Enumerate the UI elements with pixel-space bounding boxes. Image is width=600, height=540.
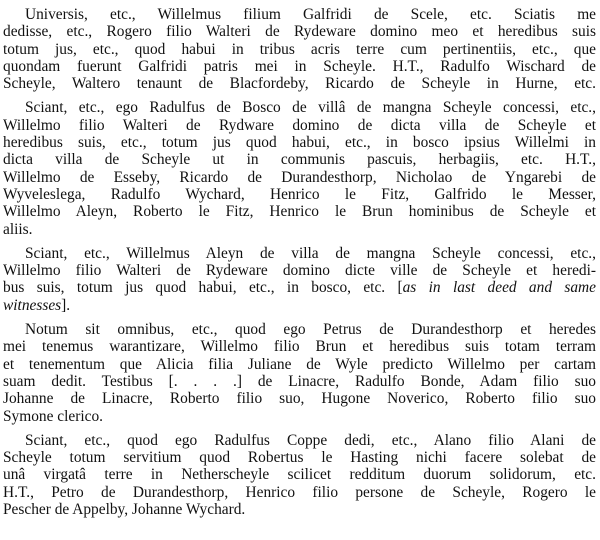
text-line: Sciant, etc., ego Radulfus de Bosco de villâ de mangna Scheyle concessi, etc.,: [25, 99, 596, 117]
text-segment: bus suis, totum jus quod habui, etc., in bosco, etc. [: [3, 279, 403, 297]
text-line: [3, 279, 596, 296]
editorial-note: witnesses: [3, 296, 62, 314]
text-line: totum jus, etc., quod habui in tribus acris terre cum pertinentiis, etc., que: [3, 40, 596, 58]
text-line: Universis, etc., Willelmus filium Galfridi de Scele, etc. Sciatis me: [25, 6, 596, 23]
text-line: Willelmo filio Walteri de Rydware domino de dicta villa de Scheyle et: [3, 116, 596, 134]
text-line: dicta villa de Scheyle ut in communis pascuis, herbagiis, etc. H.T.,: [3, 151, 596, 169]
text-line: heredibus suis, etc., totum jus quod habui, etc., in bosco ipsius Willelmi in: [3, 134, 596, 152]
text-line: Sciant, etc., Willelmus Aleyn de villa de mangna Scheyle concessi, etc.,: [25, 244, 596, 262]
text-line: Wyveleslega, Radulfo Wychard, Henrico le Fitz, Galfrido le Messer,: [3, 185, 596, 203]
deed-paragraph-4: [3, 321, 596, 425]
deed-paragraph-2: [3, 99, 596, 237]
text-line: mei tenemus warantizare, Willelmo filio Brun et heredibus suis totam terram: [3, 338, 596, 356]
deed-paragraph-5: [3, 432, 596, 518]
text-line: unâ virgatâ terre in Netherscheyle scilicet redditum duorum solidorum, etc.: [3, 466, 596, 484]
text-line: dedisse, etc., Rogero filio Walteri de Rydeware domino meo et heredibus suis: [3, 23, 596, 41]
text-line: Symone clerico.: [3, 407, 104, 425]
text-line: Scheyle totum servitium quod Robertus le Hasting nichi facere solebat de: [3, 449, 596, 467]
text-line: et tenementum que Alicia filia Juliane de Wyle predicto Willelmo per cartam: [3, 355, 596, 373]
text-line: quondam fuerunt Galfridi patris mei in Scheyle. H.T., Radulfo Wischard de: [3, 57, 596, 75]
text-line: Willelmo Aleyn, Roberto le Fitz, Henrico le Brun hominibus de Scheyle et: [3, 203, 596, 221]
text-line: aliis.: [3, 220, 33, 238]
text-line: suam dedit. Testibus [. . . .] de Linacre, Radulfo Bonde, Adam filio suo: [3, 372, 596, 390]
text-line: Willelmo de Esseby, Ricardo de Durandesthorp, Nicholao de Yngarebi de: [3, 168, 596, 186]
text-line: Scheyle, Waltero tenaunt de Blacfordeby, Ricardo de Scheyle in Hurne, etc.: [3, 75, 596, 93]
document-page: [3, 6, 596, 525]
editorial-note: as in last deed and same: [402, 279, 596, 297]
text-line: Willelmo filio Walteri de Rydeware domino dicte ville de Scheyle et heredi-: [3, 262, 596, 280]
text-line: Pescher de Appelby, Johanne Wychard.: [3, 501, 246, 519]
text-line: Sciant, etc., quod ego Radulfus Coppe dedi, etc., Alano filio Alani de: [25, 431, 596, 449]
text-line: Notum sit omnibus, etc., quod ego Petrus de Durandesthorp et heredes: [25, 321, 596, 339]
text-line: H.T., Petro de Durandesthorp, Henrico filio persone de Scheyle, Rogero le: [3, 483, 596, 501]
text-segment: ].: [61, 296, 71, 314]
deed-paragraph-3: [3, 245, 596, 314]
text-line: [3, 297, 596, 314]
deed-paragraph-1: [3, 6, 596, 92]
text-line: Johanne de Linacre, Roberto filio suo, Hugone Noverico, Roberto filio suo: [3, 390, 596, 408]
